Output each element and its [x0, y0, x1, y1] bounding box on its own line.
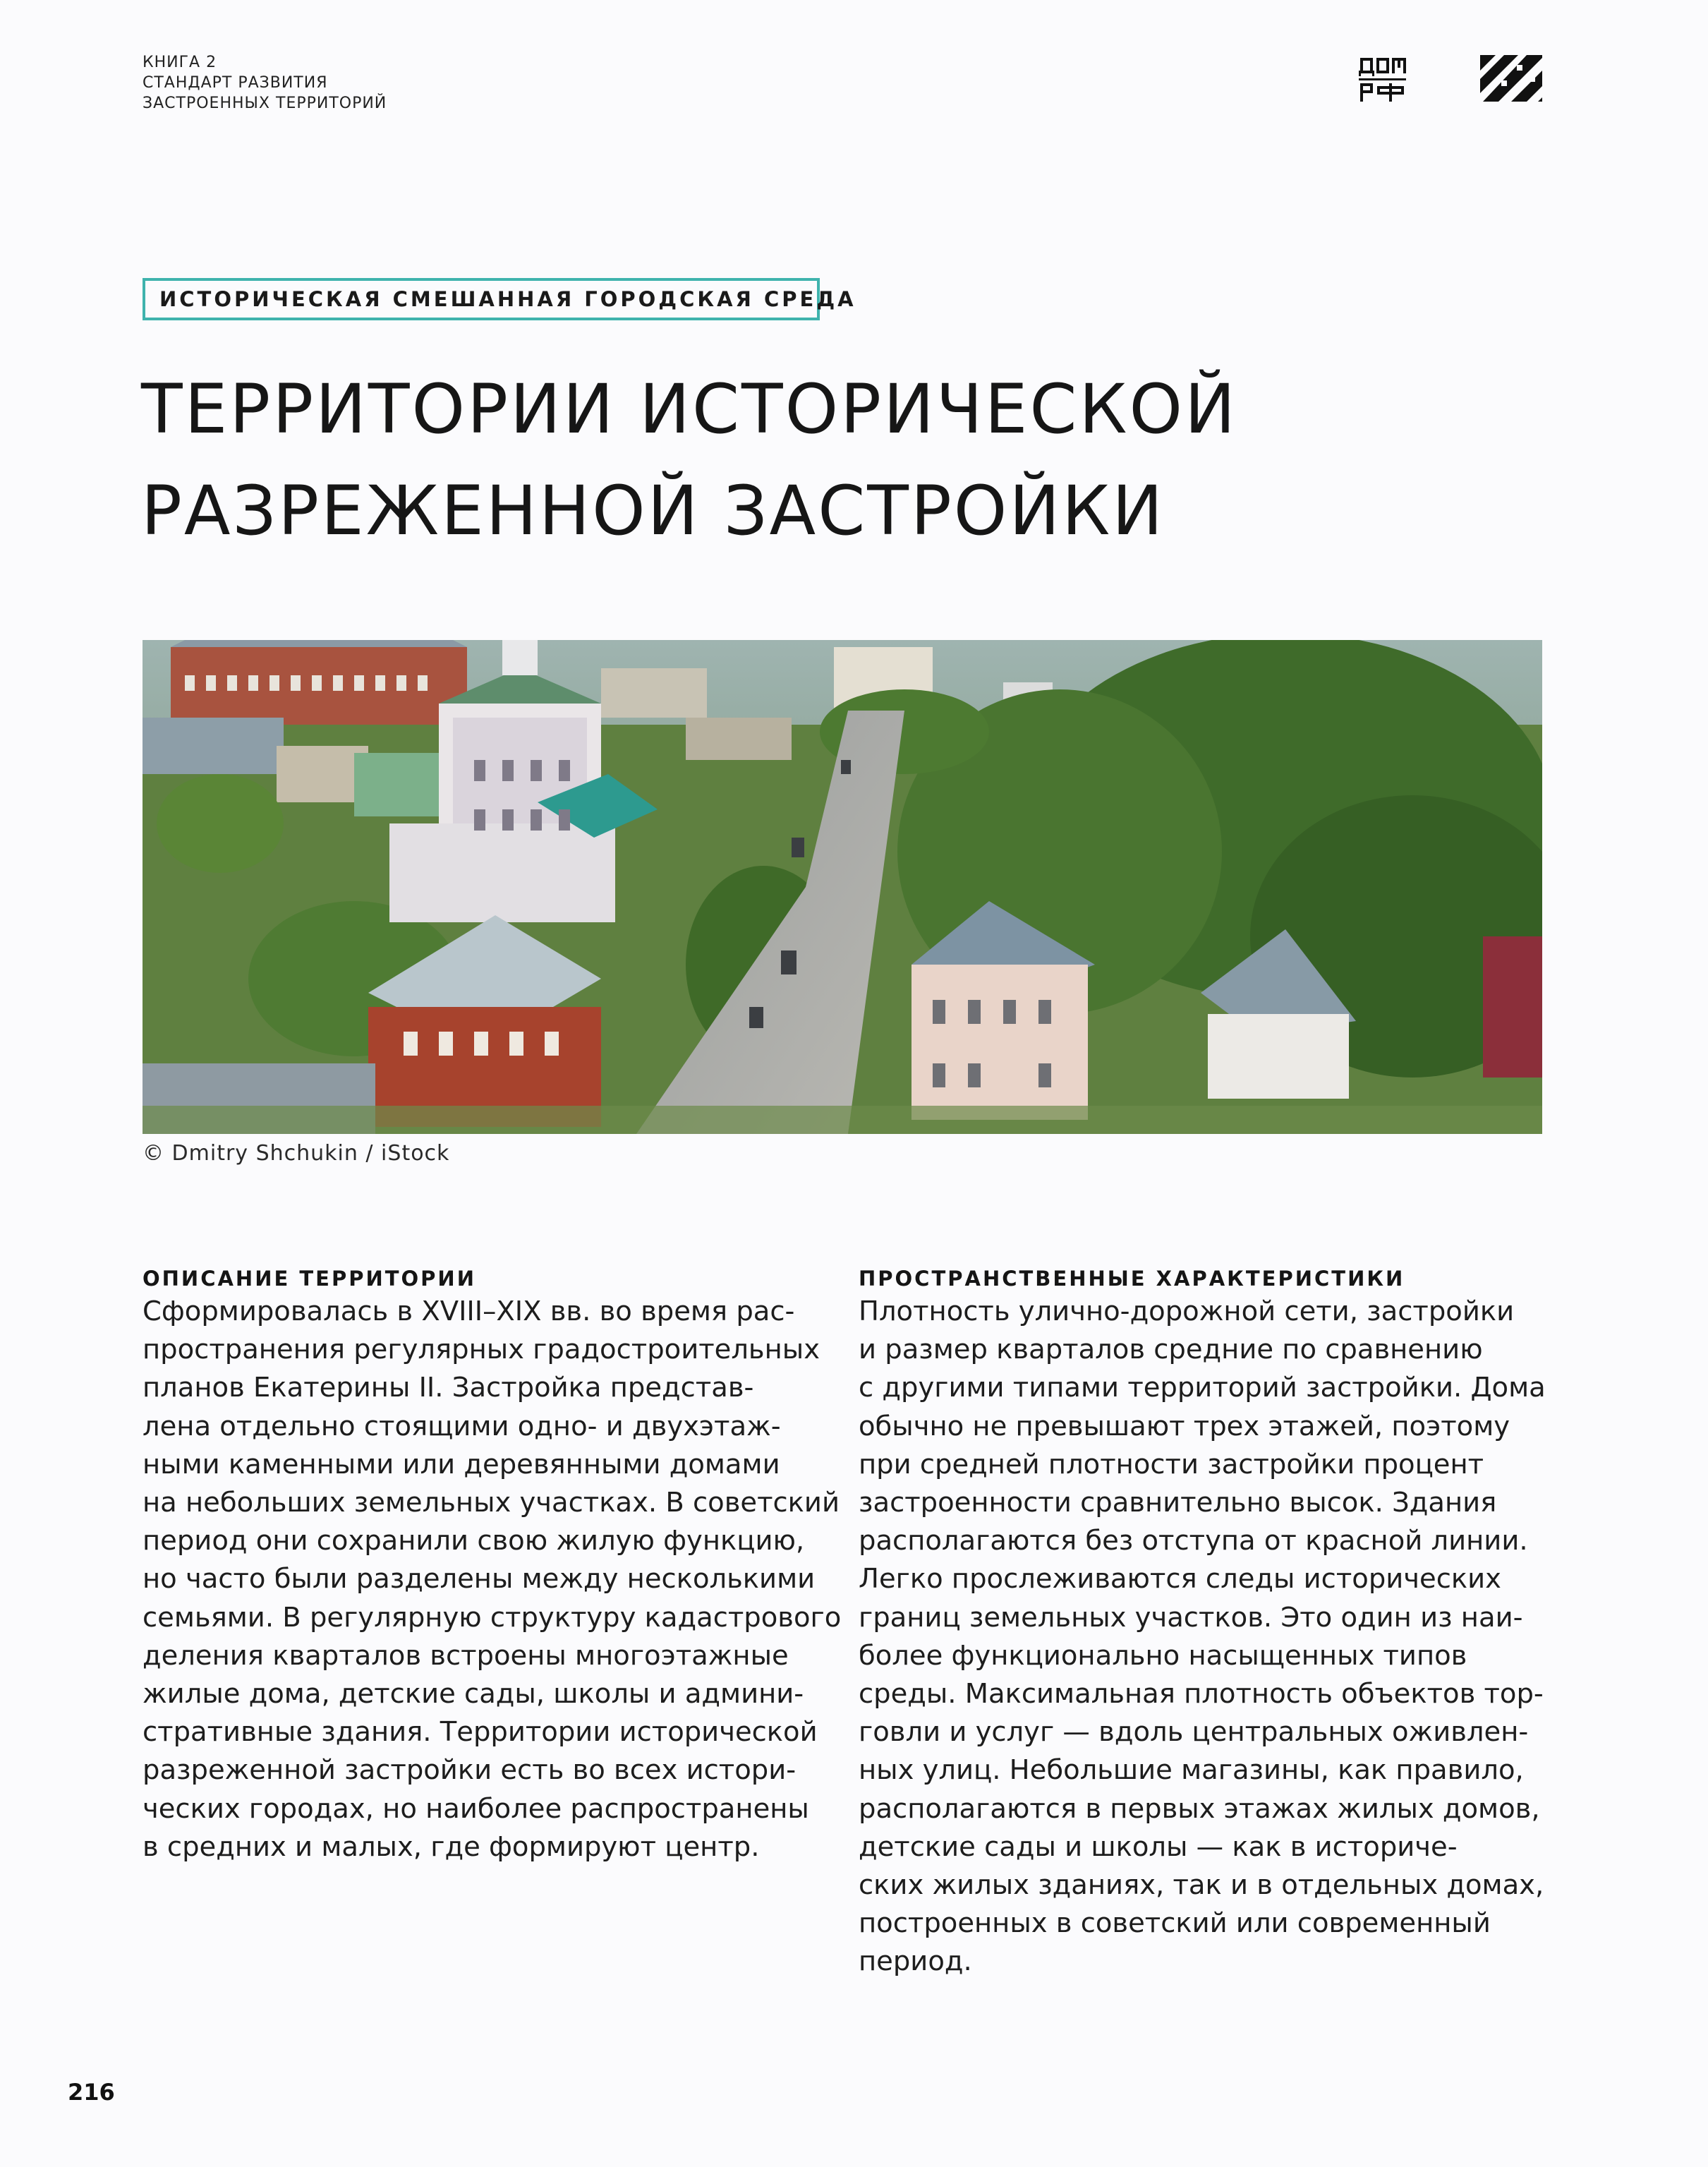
text-line: стративные здания. Территории исторической [143, 1716, 818, 1749]
text-line: семьями. В регулярную структуру кадастрового [143, 1601, 842, 1634]
page-number: 216 [68, 2079, 115, 2106]
text-line: деления кварталов встроены многоэтажные [143, 1639, 789, 1672]
text-line: Сформировалась в XVIII–XIX вв. во время рас- [143, 1296, 795, 1327]
text-line: более функционально насыщенных типов [859, 1639, 1467, 1672]
book-header-line: ЗАСТРОЕННЫХ ТЕРРИТОРИЙ [143, 95, 387, 112]
text-line: обычно не превышают трех этажей, поэтому [859, 1410, 1510, 1442]
text-line: пространения регулярных градостроительных [143, 1334, 820, 1366]
text-line: жилые дома, детские сады, школы и админи- [143, 1678, 804, 1710]
spatial-characteristics-heading: ПРОСТРАНСТВЕННЫЕ ХАРАКТЕРИСТИКИ [859, 1267, 1405, 1291]
book-header [143, 52, 387, 114]
book-header-line: КНИГА 2 [143, 54, 217, 71]
dom-rf-logo [1359, 55, 1408, 104]
section-tag: ИСТОРИЧЕСКАЯ СМЕШАННАЯ ГОРОДСКАЯ СРЕДА [143, 278, 820, 320]
text-line: но часто были разделены между несколькими [143, 1563, 816, 1595]
text-line: располагаются в первых этажах жилых домов, [859, 1792, 1540, 1825]
text-line: ных улиц. Небольшие магазины, как правило, [859, 1754, 1524, 1787]
text-line: при средней плотности застройки процент [859, 1448, 1484, 1480]
text-line: разреженной застройки есть во всех истори- [143, 1754, 797, 1787]
text-line: границ земельных участков. Это один из наи- [859, 1601, 1523, 1634]
territory-description [143, 1264, 842, 1866]
photo-credit: © Dmitry Shchukin / iStock [143, 1141, 450, 1166]
text-line: детские сады и школы — как в историче- [859, 1830, 1458, 1863]
text-line: с другими типами территорий застройки. Дома [859, 1372, 1546, 1404]
page-title [141, 358, 1482, 562]
text-line: ческих городах, но наиболее распространены [143, 1792, 809, 1825]
page-title-line: ТЕРРИТОРИИ ИСТОРИЧЕСКОЙ [141, 370, 1237, 449]
text-line: период они сохранили свою жилую функцию, [143, 1525, 805, 1557]
text-line: говли и услуг — вдоль центральных оживлен- [859, 1716, 1529, 1749]
text-line: ными каменными или деревянными домами [143, 1448, 780, 1480]
town-aerial-photo [143, 640, 1542, 1134]
text-line: Плотность улично-дорожной сети, застройки [859, 1296, 1515, 1327]
text-line: в средних и малых, где формируют центр. [143, 1830, 760, 1863]
text-line: на небольших земельных участках. В советский [143, 1487, 840, 1519]
text-line: ских жилых зданиях, так и в отдельных домах, [859, 1869, 1544, 1902]
text-line: период. [859, 1945, 972, 1978]
text-line: построенных в советский или современный [859, 1907, 1491, 1940]
territory-description-heading: ОПИСАНИЕ ТЕРРИТОРИИ [143, 1267, 476, 1291]
page-title-line: РАЗРЕЖЕННОЙ ЗАСТРОЙКИ [141, 471, 1165, 550]
text-line: среды. Максимальная плотность объектов тор- [859, 1678, 1544, 1710]
spatial-characteristics [859, 1264, 1550, 1981]
text-line: лена отдельно стоящими одно- и двухэтаж- [143, 1410, 781, 1442]
text-line: располагаются без отступа от красной линии. [859, 1525, 1528, 1557]
text-line: и размер кварталов средние по сравнению [859, 1334, 1483, 1366]
pattern-logo [1480, 55, 1542, 102]
book-header-line: СТАНДАРТ РАЗВИТИЯ [143, 74, 328, 92]
text-line: застроенности сравнительно высок. Здания [859, 1487, 1497, 1519]
text-line: Легко прослеживаются следы исторических [859, 1563, 1501, 1595]
text-line: планов Екатерины II. Застройка представ- [143, 1372, 754, 1404]
